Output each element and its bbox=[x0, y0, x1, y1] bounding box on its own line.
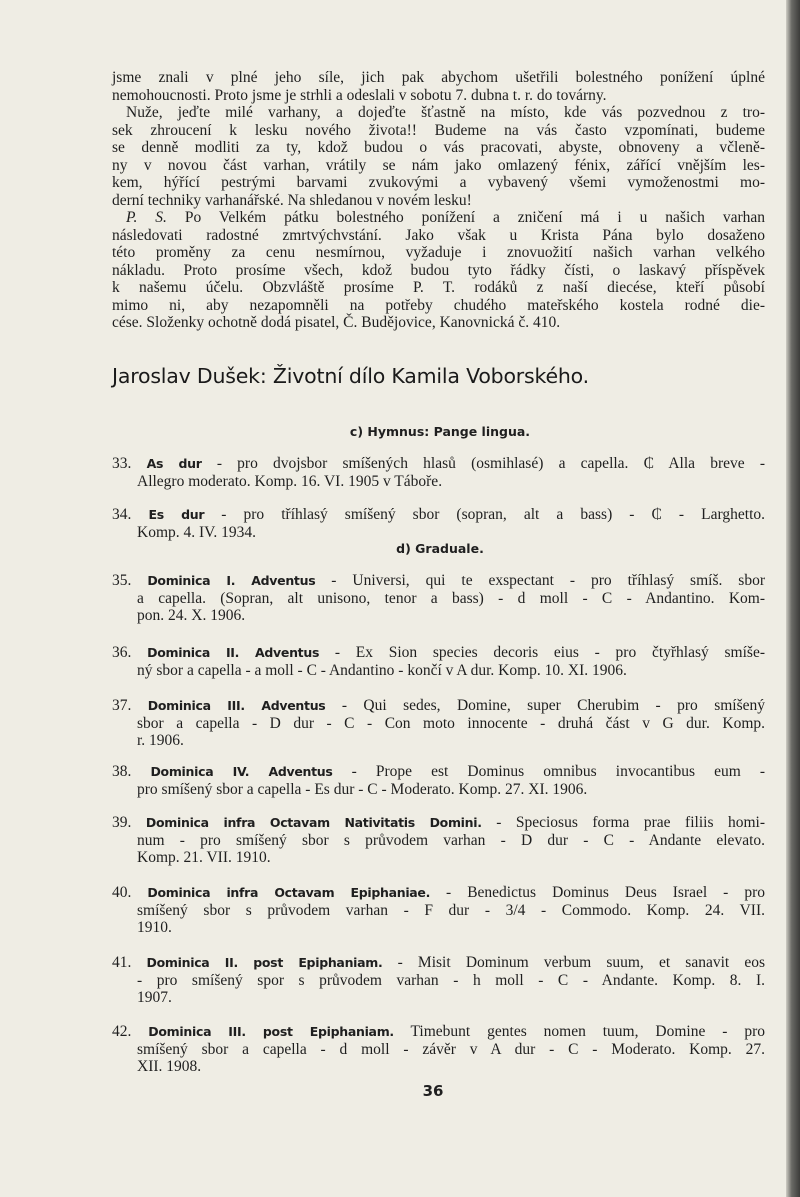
entry-line: Komp. 4. IV. 1934. bbox=[137, 523, 256, 541]
page-number: 36 bbox=[422, 1082, 444, 1100]
entry-first-line bbox=[112, 572, 765, 590]
entry-number: 36. bbox=[112, 644, 132, 661]
entry-number: 33. bbox=[112, 455, 132, 472]
text-line: ny v novou část varhan, vrátily se nám jako omlazený fénix, zářící vnějším les- bbox=[112, 156, 765, 174]
text-line: mimo ni, aby nezapomněli na potřeby chudého mateřského kostela rodné die- bbox=[112, 296, 765, 314]
entry-line: a capella. (Sopran, alt unisono, tenor a bass) - d moll - C - Andantino. Kom- bbox=[137, 589, 765, 607]
entry-line: Komp. 21. VII. 1910. bbox=[137, 849, 271, 866]
text-line: následovati radostné zmrtvýchvstání. Jako však u Krista Pána bylo dosaženo bbox=[112, 226, 765, 244]
entry-number: 35. bbox=[112, 572, 132, 589]
entry-first-line bbox=[112, 697, 765, 715]
entry-number: 39. bbox=[112, 814, 132, 831]
entry-title: Dominica infra Octavam Nativitatis Domini. bbox=[145, 815, 482, 830]
catalog-entry bbox=[112, 455, 765, 490]
catalog-entry bbox=[112, 572, 765, 625]
entry-number: 38. bbox=[112, 763, 132, 780]
intro-text bbox=[112, 69, 765, 332]
text-line: se denně modliti za ty, kdož budou o vás pracovati, abyste, obnoveny a včleně- bbox=[112, 139, 765, 156]
entry-title: Es dur bbox=[148, 507, 205, 522]
ps-label: P. S. bbox=[126, 209, 167, 226]
catalog-entry bbox=[112, 814, 765, 867]
catalog-entry bbox=[112, 644, 765, 679]
section-heading-hymnus: c) Hymnus: Pange lingua. bbox=[349, 424, 531, 439]
entry-first-line bbox=[112, 1023, 765, 1041]
entry-text: - pro tříhlasý smíšený sbor (sopran, alt a bass) - ₵ - Larghetto. bbox=[204, 506, 766, 523]
text-line: k našemu účelu. Obzvláště prosíme P. T. rodáků z naší diecése, kteří působí bbox=[112, 279, 765, 296]
entry-line: pon. 24. X. 1906. bbox=[137, 607, 246, 624]
entry-title: Dominica infra Octavam Epiphaniae. bbox=[147, 885, 431, 900]
entry-line: 1910. bbox=[137, 919, 172, 936]
entry-line: sbor a capella - D dur - C - Con moto innocente - druhá část v G dur. Komp. bbox=[137, 714, 765, 732]
catalog-entry bbox=[112, 884, 765, 937]
text-line: Nuže, jeďte milé varhany, a dojeďte šťastně na místo, kde vás pozvednou z tro- bbox=[126, 104, 765, 121]
entry-first-line bbox=[112, 954, 765, 972]
entry-line: Allegro moderato. Komp. 16. VI. 1905 v Táboře. bbox=[137, 472, 443, 490]
ps-text: Po Velkém pátku bolestného ponížení a zničení má i u našich varhan bbox=[166, 209, 765, 226]
text-line: kem, hýřící pestrými barvami zvukovými a vybavený všemi vymoženostmi mo- bbox=[112, 174, 765, 191]
entry-text: - pro dvojsbor smíšených hlasů (osmihlasé) a capella. ₵ Alla breve - bbox=[201, 455, 766, 472]
entry-first-line bbox=[112, 814, 765, 832]
entry-line: r. 1906. bbox=[137, 732, 184, 749]
entry-title: Dominica III. post Epiphaniam. bbox=[148, 1024, 394, 1039]
entry-text: - Speciosus forma prae filiis homi- bbox=[481, 814, 766, 831]
entry-text: - Misit Dominum verbum suum, et sanavit eos bbox=[382, 954, 765, 971]
entry-title: Dominica II. post Epiphaniam. bbox=[146, 955, 383, 970]
entry-first-line bbox=[112, 884, 765, 902]
entry-title: Dominica II. Adventus bbox=[147, 645, 320, 660]
entry-text: - Qui sedes, Domine, super Cherubim - pro smíšený bbox=[325, 697, 765, 714]
text-line: nemohoucnosti. Proto jsme je strhli a odeslali v sobotu 7. dubna t. r. do továrny. bbox=[112, 86, 607, 104]
entry-line: pro smíšený sbor a capella - Es dur - C - Moderato. Komp. 27. XI. 1906. bbox=[137, 780, 588, 798]
entry-number: 37. bbox=[112, 697, 132, 714]
entry-first-line bbox=[112, 763, 765, 781]
text-line: sek zhroucení k lesku nového života!! Budeme na vás často vzpomínati, budeme bbox=[112, 121, 765, 139]
entry-text: - Ex Sion species decoris eius - pro čtyřhlasý smíše- bbox=[319, 644, 765, 661]
entry-first-line bbox=[112, 506, 765, 524]
entry-text: Timebunt gentes nomen tuum, Domine - pro bbox=[393, 1023, 765, 1040]
entry-line: num - pro smíšený sbor s průvodem varhan - D dur - C - Andante elevato. bbox=[137, 831, 765, 849]
catalog-entry bbox=[112, 506, 765, 541]
text-line: cése. Složenky ochotně dodá pisatel, Č. Budějovice, Kanovnická č. 410. bbox=[112, 314, 561, 331]
entry-first-line bbox=[112, 455, 765, 473]
article-title: Jaroslav Dušek: Životní dílo Kamila Voborského. bbox=[112, 364, 589, 388]
catalog-entry bbox=[112, 763, 765, 798]
text-line: nákladu. Proto prosíme všech, kdož budou tyto řádky čísti, o laskavý příspěvek bbox=[112, 261, 765, 279]
text-line: derní techniky varhanářské. Na shledanou v novém lesku! bbox=[112, 191, 472, 209]
catalog-entry bbox=[112, 954, 765, 1007]
entry-title: As dur bbox=[146, 456, 202, 471]
entry-first-line bbox=[112, 644, 765, 662]
entry-text: - Prope est Dominus omnibus invocantibus eum - bbox=[332, 763, 765, 780]
entry-line: smíšený sbor s průvodem varhan - F dur - 3/4 - Commodo. Komp. 24. VII. bbox=[137, 901, 765, 919]
entry-number: 42. bbox=[112, 1023, 132, 1040]
entry-line: 1907. bbox=[137, 989, 172, 1006]
text-line bbox=[112, 209, 765, 227]
text-line: této proměny za cenu nesmírnou, vyžaduje i znovuožití našich varhan velkého bbox=[112, 244, 765, 261]
catalog-entry bbox=[112, 697, 765, 750]
entry-line: ný sbor a capella - a moll - C - Andantino - končí v A dur. Komp. 10. XI. 1906. bbox=[137, 661, 627, 679]
entry-line: smíšený sbor a capella - d moll - závěr v A dur - C - Moderato. Komp. 27. bbox=[137, 1040, 765, 1058]
entry-title: Dominica IV. Adventus bbox=[150, 764, 333, 779]
entry-number: 41. bbox=[112, 954, 132, 971]
catalog-entry bbox=[112, 1023, 765, 1076]
entry-line: - pro smíšený spor s průvodem varhan - h moll - C - Andante. Komp. 8. I. bbox=[137, 971, 765, 989]
section-heading-graduale: d) Graduale. bbox=[396, 541, 484, 556]
entry-text: - Benedictus Dominus Deus Israel - pro bbox=[430, 884, 765, 901]
entry-title: Dominica I. Adventus bbox=[147, 573, 316, 588]
entry-number: 40. bbox=[112, 884, 132, 901]
entry-number: 34. bbox=[112, 506, 132, 523]
entry-title: Dominica III. Adventus bbox=[147, 698, 326, 713]
entry-line: XII. 1908. bbox=[137, 1058, 202, 1075]
entry-text: - Universi, qui te exspectant - pro tříhlasý smíš. sbor bbox=[315, 572, 765, 589]
page-edge bbox=[786, 0, 800, 1197]
text-line: jsme znali v plné jeho síle, jich pak abychom ušetřili bolestného ponížení úplné bbox=[112, 69, 765, 86]
